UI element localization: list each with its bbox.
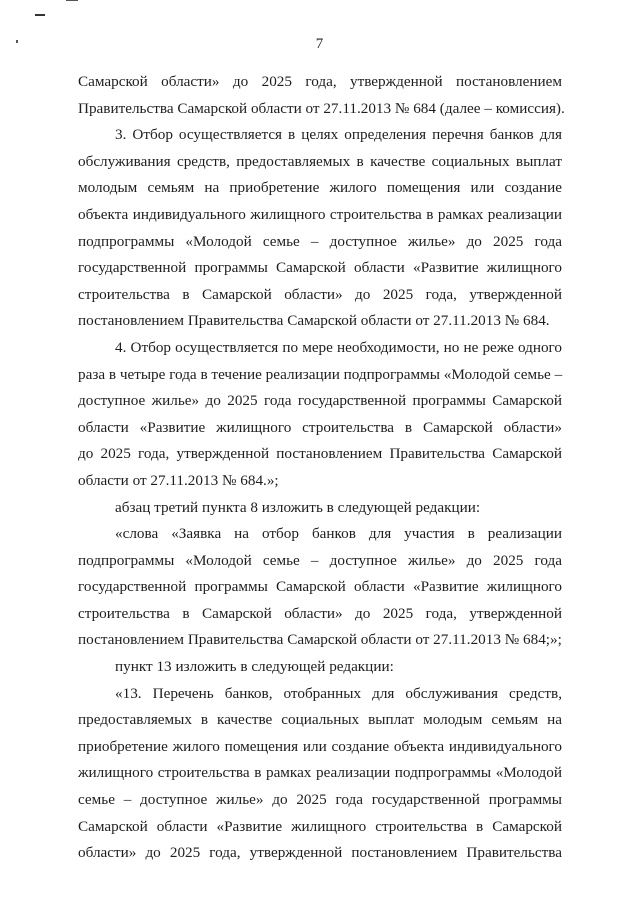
text-line: области от 27.11.2013 № 684.»; [78,471,279,489]
text-line: постановлением Правительства Самарской области от 27.11.2013 № 684;»; [78,631,562,649]
text-line: «13. Перечень банков, отобранных для обслуживания средств, [115,684,562,702]
text-line: Самарской области «Развитие жилищного строительства в Самарской [78,817,562,835]
text-line: 3. Отбор осуществляется в целях определения перечня банков для [115,126,562,144]
text-line: области» до 2025 года, утвержденной постановлением Правительства [78,844,562,862]
text-line: «слова «Заявка на отбор банков для участия в реализации [115,525,562,543]
page-number: 7 [315,36,324,52]
text-line: предоставляемых в качестве социальных выплат молодым семьям на [78,711,562,729]
text-line: абзац третий пункта 8 изложить в следующей редакции: [115,498,481,516]
text-line: государственной программы Самарской области «Развитие жилищного [78,578,562,596]
text-line: молодым семьям на приобретение жилого помещения или создание [78,179,562,197]
document-body [78,69,565,867]
text-line: государственной программы Самарской области «Развитие жилищного [78,259,562,277]
text-line: обслуживания средств, предоставляемых в качестве социальных выплат [78,152,562,170]
text-line: пункт 13 изложить в следующей редакции: [115,658,394,676]
scan-mark [35,14,45,16]
text-line: Правительства Самарской области от 27.11.2013 № 684 (далее – комиссия). [78,99,565,117]
text-line: 4. Отбор осуществляется по мере необходимости, но не реже одного [115,338,562,356]
text-line: объекта индивидуального жилищного строительства в рамках реализации [78,205,562,223]
text-line: доступное жилье» до 2025 года государственной программы Самарской [78,392,562,410]
text-line: строительства в Самарской области» до 2025 года, утвержденной [78,604,562,622]
text-line: раза в четыре года в течение реализации подпрограммы «Молодой семье – [78,365,563,383]
text-line: приобретение жилого помещения или создание объекта индивидуального [78,737,562,755]
text-line: жилищного строительства в рамках реализации подпрограммы «Молодой [78,764,562,782]
text-line: семье – доступное жилье» до 2025 года государственной программы [78,791,562,809]
text-line: подпрограммы «Молодой семье – доступное жилье» до 2025 года [78,551,562,569]
text-line: до 2025 года, утвержденной постановлением Правительства Самарской [78,445,562,463]
text-line: подпрограммы «Молодой семье – доступное жилье» до 2025 года [78,232,562,250]
text-line: строительства в Самарской области» до 2025 года, утвержденной [78,285,562,303]
text-line: области «Развитие жилищного строительства в Самарской области» [78,418,562,436]
text-line: постановлением Правительства Самарской области от 27.11.2013 № 684. [78,312,550,330]
scan-mark [66,0,78,1]
text-line: Самарской области» до 2025 года, утвержденной постановлением [78,73,562,90]
